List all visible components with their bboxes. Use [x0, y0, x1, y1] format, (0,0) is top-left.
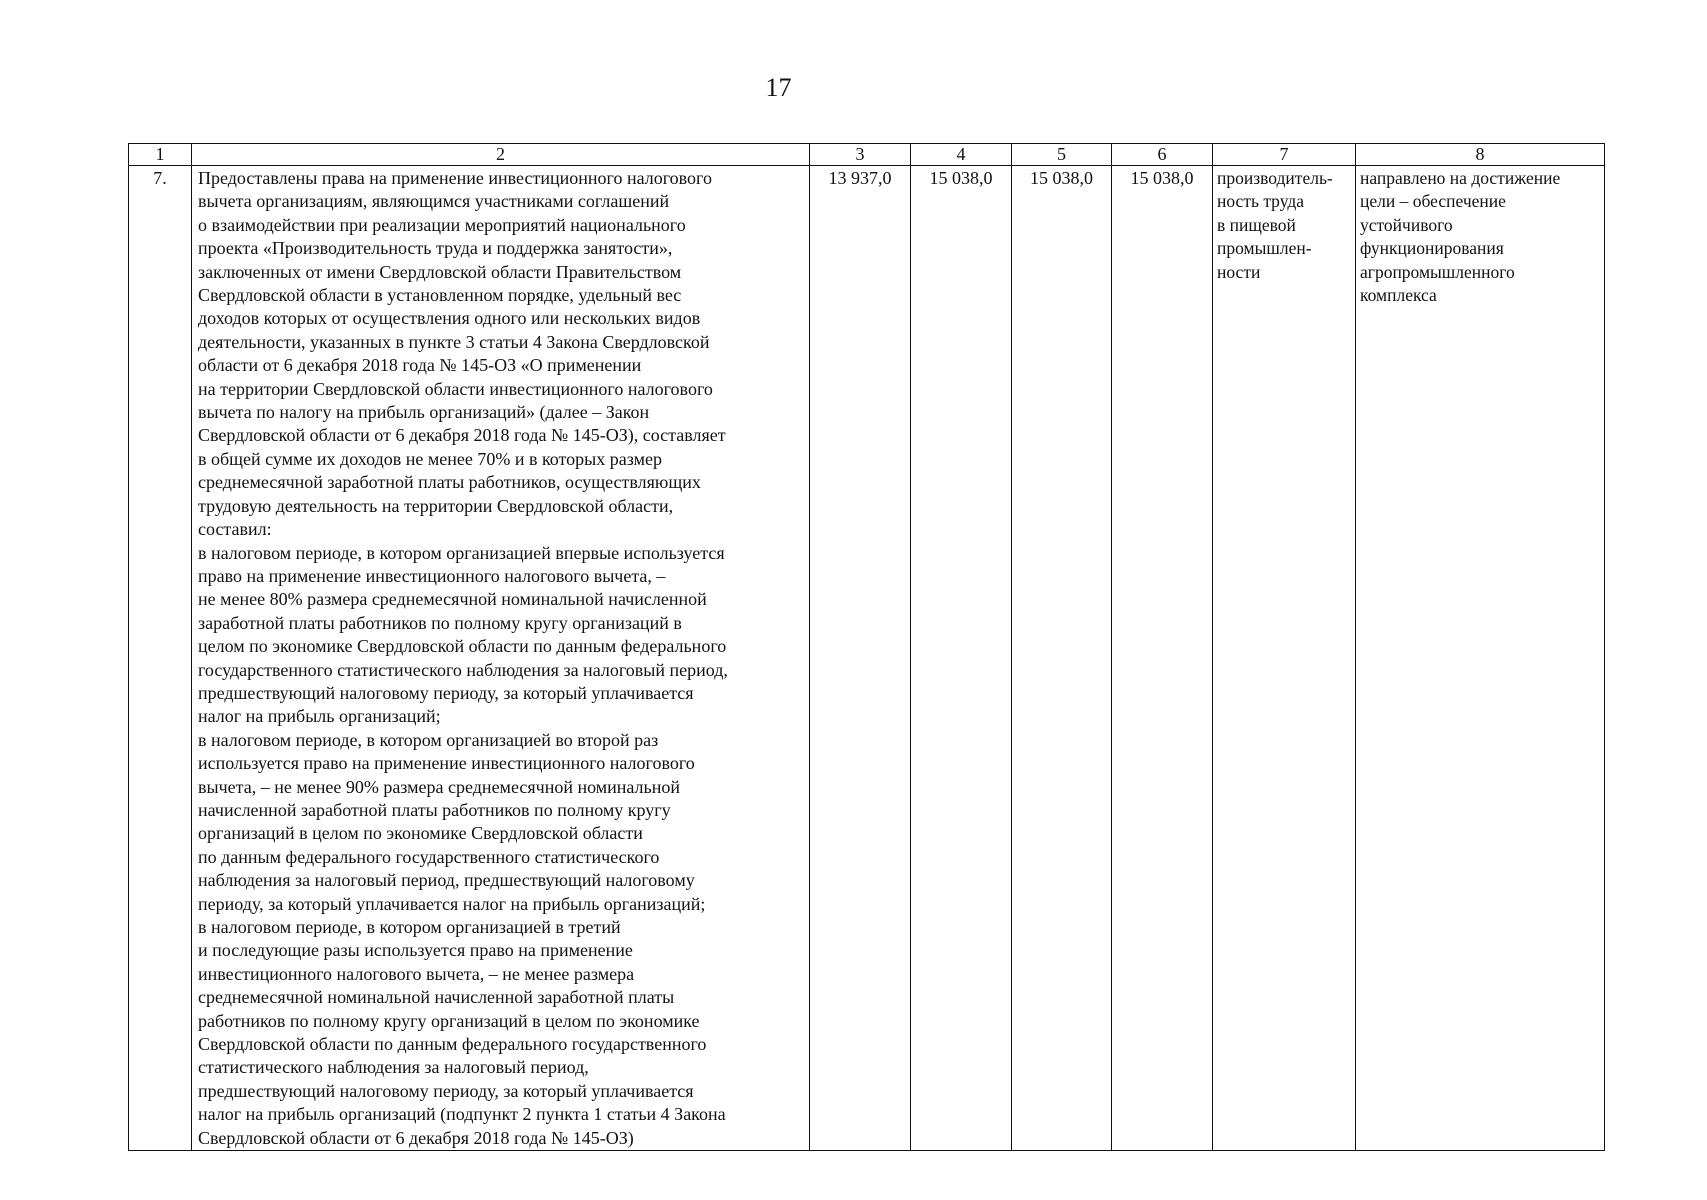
- value-col-6: 15 038,0: [1112, 166, 1213, 1151]
- header-col-7: 7: [1213, 144, 1356, 166]
- header-col-1: 1: [129, 144, 192, 166]
- header-row: [129, 144, 1605, 166]
- header-col-4: 4: [911, 144, 1012, 166]
- header-col-3: 3: [810, 144, 911, 166]
- value-col-3: 13 937,0: [810, 166, 911, 1151]
- header-col-2: 2: [192, 144, 810, 166]
- page-number-text: 17: [765, 73, 792, 102]
- header-col-5: 5: [1012, 144, 1112, 166]
- page-number: [0, 73, 1707, 103]
- data-table: [128, 143, 1605, 1151]
- value-col-4: 15 038,0: [911, 166, 1012, 1151]
- goal-text: направлено на достижение цели – обеспечение устойчивого функционирования агропромышленного комплекса: [1356, 166, 1605, 1151]
- header-col-6: 6: [1112, 144, 1213, 166]
- row-number: 7.: [129, 166, 192, 1151]
- indicator-text: производитель- ность труда в пищевой промышлен- ности: [1213, 166, 1356, 1151]
- table-row: [129, 166, 1605, 1151]
- measure-description: Предоставлены права на применение инвестиционного налогового вычета организациям, являющимся участниками соглашений о взаимодействии при реализации мероприятий национального проекта «Производительность труда и поддержка занятости», заключенных от имени Свердловской области Правительством Свердловской области в установленном порядке, удельный вес доходов которых от осуществления одного или нескольких видов деятельности, указанных в пункте 3 статьи 4 Закона Свердловской области от 6 декабря 2018 года № 145-ОЗ «О применении на территории Свердловской области инвестиционного налогового вычета по налогу на прибыль организаций» (далее – Закон Свердловской области от 6 декабря 2018 года № 145-ОЗ), составляет в общей сумме их доходов не менее 70% и в которых размер среднемесячной заработной платы работников, осуществляющих трудовую деятельность на территории Свердловской области, составил: в налоговом периоде, в котором организацией впервые используется право на применение инвестиционного налогового вычета, – не менее 80% размера среднемесячной номинальной начисленной заработной платы работников по полному кругу организаций в целом по экономике Свердловской области по данным федерального государственного статистического наблюдения за налоговый период, предшествующий налоговому периоду, за который уплачивается налог на прибыль организаций; в налоговом периоде, в котором организацией во второй раз используется право на применение инвестиционного налогового вычета, – не менее 90% размера среднемесячной номинальной начисленной заработной платы работников по полному кругу организаций в целом по экономике Свердловской области по данным федерального государственного статистического наблюдения за налоговый период, предшествующий налоговому периоду, за который уплачивается налог на прибыль организаций; в налоговом периоде, в котором организацией в третий и последующие разы используется право на применение инвестиционного налогового вычета, – не менее размера среднемесячной номинальной начисленной заработной платы работников по полному кругу организаций в целом по экономике Свердловской области по данным федерального государственного статистического наблюдения за налоговый период, предшествующий налоговому периоду, за который уплачивается налог на прибыль организаций (подпункт 2 пункта 1 статьи 4 Закона Свердловской области от 6 декабря 2018 года № 145-ОЗ): [192, 166, 810, 1151]
- value-col-5: 15 038,0: [1012, 166, 1112, 1151]
- header-col-8: 8: [1356, 144, 1605, 166]
